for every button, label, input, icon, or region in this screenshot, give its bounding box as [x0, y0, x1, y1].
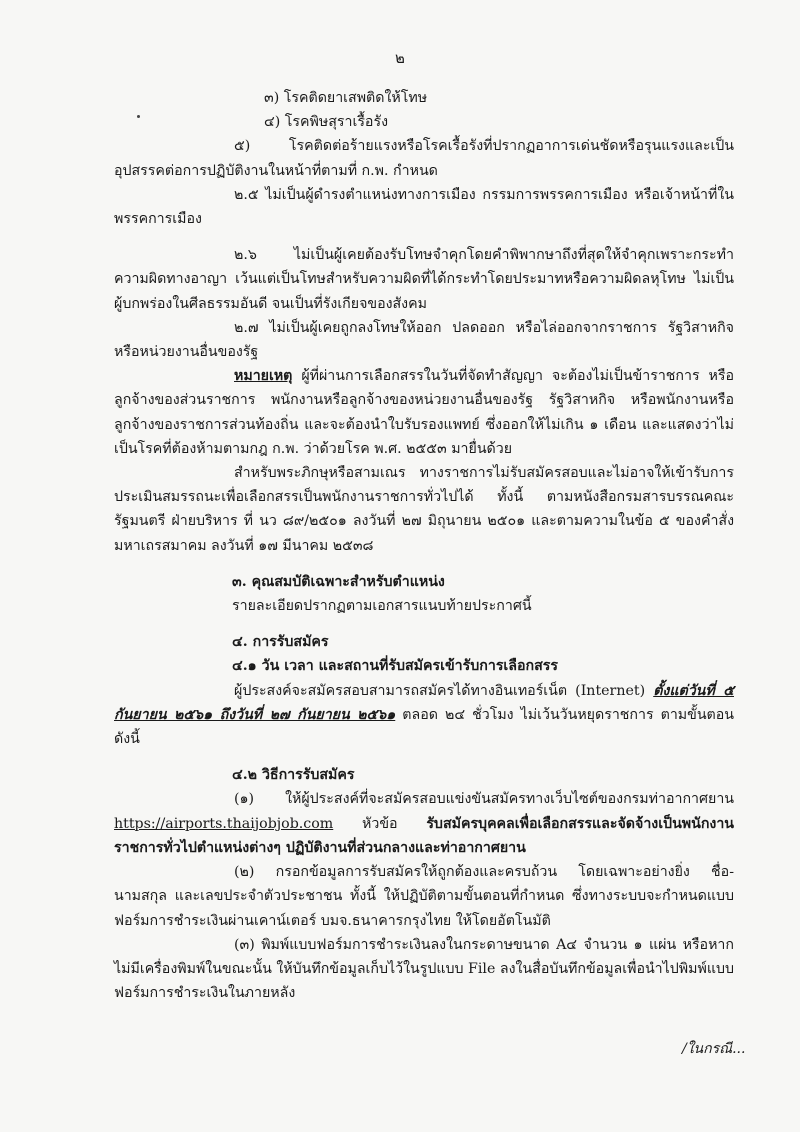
section-4-heading: ๔. การรับสมัคร — [232, 634, 329, 651]
document-body — [114, 86, 734, 1005]
remark-paragraph — [114, 364, 734, 461]
item-disease-4: ๔) โรคพิษสุราเรื้อรัง — [264, 114, 389, 131]
step-1-topic: รับสมัครบุคคลเพื่อเลือกสรรและจัดจ้างเป็นพนักงานราชการทั่วไปตำแหน่งต่างๆ ปฏิบัติงานที่ส่วนกลางและท่าอากาศยาน — [114, 815, 734, 856]
section-4-1-text-c: ตลอด ๒๔ ชั่วโมง ไม่เว้นวันหยุดราชการ ตามขั้นตอนดังนี้ — [114, 706, 734, 748]
page-number: ๒ — [395, 49, 405, 67]
remark-text: ผู้ที่ผ่านการเลือกสรรในวันที่จัดทำสัญญา จะต้องไม่เป็นข้าราชการ หรือลูกจ้างของส่วนราชการ พนักงานหรือลูกจ้างของหน่วยงานอื่นของรัฐ รัฐวิสาหกิจ หรือพนักงานหรือลูกจ้างของราชการส่วนท้องถิ่น และจะต้องนำใบรับรองแพทย์ ซึ่งออกให้ไม่เกิน ๑ เดือน และแสดงว่าไม่เป็นโรคที่ต้องห้ามตามกฎ ก.พ. ว่าด้วยโรค พ.ศ. ๒๕๕๓ มายื่นด้วย — [114, 368, 734, 457]
item-disease-5: ๕) โรคติดต่อร้ายแรงหรือโรคเรื้อรังที่ปรากฏอาการเด่นชัดหรือรุนแรงและเป็นอุปสรรคต่อการปฏิบัติงานในหน้าที่ตามที่ ก.พ. กำหนด — [114, 138, 734, 179]
section-4-2-heading: ๔.๒ วิธีการรับสมัคร — [232, 767, 355, 784]
step-1-text-b: หัวข้อ — [333, 815, 427, 832]
step-3: (๓) พิมพ์แบบฟอร์มการชำระเงินลงในกระดาษขนาด A๔ จำนวน ๑ แผ่น หรือหากไม่มีเครื่องพิมพ์ในขณะนั้น ให้บันทึกข้อมูลเก็บไว้ในรูปแบบ File ลงในสื่อบันทึกข้อมูลเพื่อนำไปพิมพ์แบบฟอร์มการชำระเงินในภายหลัง — [114, 936, 734, 1002]
section-4-1-text-a: ผู้ประสงค์จะสมัครสอบสามารถสมัครได้ทางอินเทอร์เน็ต (Internet) — [234, 682, 654, 699]
airports-website-link[interactable]: https://airports.thaijobjob.com — [114, 815, 334, 832]
section-3-heading: ๓. คุณสมบัติเฉพาะสำหรับตำแหน่ง — [232, 573, 445, 590]
step-1-text-a: (๑) ให้ผู้ประสงค์ที่จะสมัครสอบแข่งขันสมัครทางเว็บไซต์ของกรมท่าอากาศยาน — [234, 791, 734, 808]
item-2-7: ๒.๗ ไม่เป็นผู้เคยถูกลงโทษให้ออก ปลดออก หรือไล่ออกจากราชการ รัฐวิสาหกิจ หรือหน่วยงานอื่นของรัฐ — [114, 319, 734, 361]
remark-label: หมายเหตุ — [234, 368, 293, 385]
item-2-5: ๒.๕ ไม่เป็นผู้ดำรงตำแหน่งทางการเมือง กรรมการพรรคการเมือง หรือเจ้าหน้าที่ในพรรคการเมือง — [114, 186, 734, 228]
continuation-note: /ในกรณี... — [682, 1041, 746, 1057]
monk-paragraph: สำหรับพระภิกษุหรือสามเณร ทางราชการไม่รับสมัครสอบและไม่อาจให้เข้ารับการประเมินสมรรถนะเพื่อเลือกสรรเป็นพนักงานราชการทั่วไปได้ ทั้งนี้ ตามหนังสือกรมสารบรรณคณะรัฐมนตรี ฝ่ายบริหาร ที่ นว ๘๙/๒๕๐๑ ลงวันที่ ๒๗ มิถุนายน ๒๕๐๑ และตามความในข้อ ๕ ของคำสั่งมหาเถรสมาคม ลงวันที่ ๑๗ มีนาคม ๒๕๓๘ — [114, 465, 734, 554]
application-period: ตั้งแต่วันที่ ๕ กันยายน ๒๕๖๑ ถึงวันที่ ๒๗ กันยายน ๒๕๖๑ — [114, 682, 734, 723]
step-1 — [114, 787, 734, 860]
section-3-text: รายละเอียดปรากฏตามเอกสารแนบท้ายประกาศนี้ — [232, 598, 532, 615]
item-disease-3: ๓) โรคติดยาเสพติดให้โทษ — [264, 90, 428, 106]
step-2: (๒) กรอกข้อมูลการรับสมัครให้ถูกต้องและครบถ้วน โดยเฉพาะอย่างยิ่ง ชื่อ-นามสกุล และเลขประจำตัวประชาชน ทั้งนี้ ให้ปฏิบัติตามขั้นตอนที่กำหนด ซึ่งทางระบบจะกำหนดแบบฟอร์มการชำระเงินผ่านเคาน์เตอร์ บมจ.ธนาคารกรุงไทย ให้โดยอัตโนมัติ — [114, 864, 734, 929]
item-2-6: ๒.๖ ไม่เป็นผู้เคยต้องรับโทษจำคุกโดยคำพิพากษาถึงที่สุดให้จำคุกเพราะกระทำความผิดทางอาญา เว้นแต่เป็นโทษสำหรับความผิดที่ได้กระทำโดยประมาทหรือความผิดลหุโทษ ไม่เป็นผู้บกพร่องในศีลธรรมอันดี จนเป็นที่รังเกียจของสังคม — [114, 247, 734, 312]
section-4-1-text — [114, 679, 734, 752]
section-4-1-heading: ๔.๑ วัน เวลา และสถานที่รับสมัครเข้ารับการเลือกสรร — [232, 658, 558, 675]
